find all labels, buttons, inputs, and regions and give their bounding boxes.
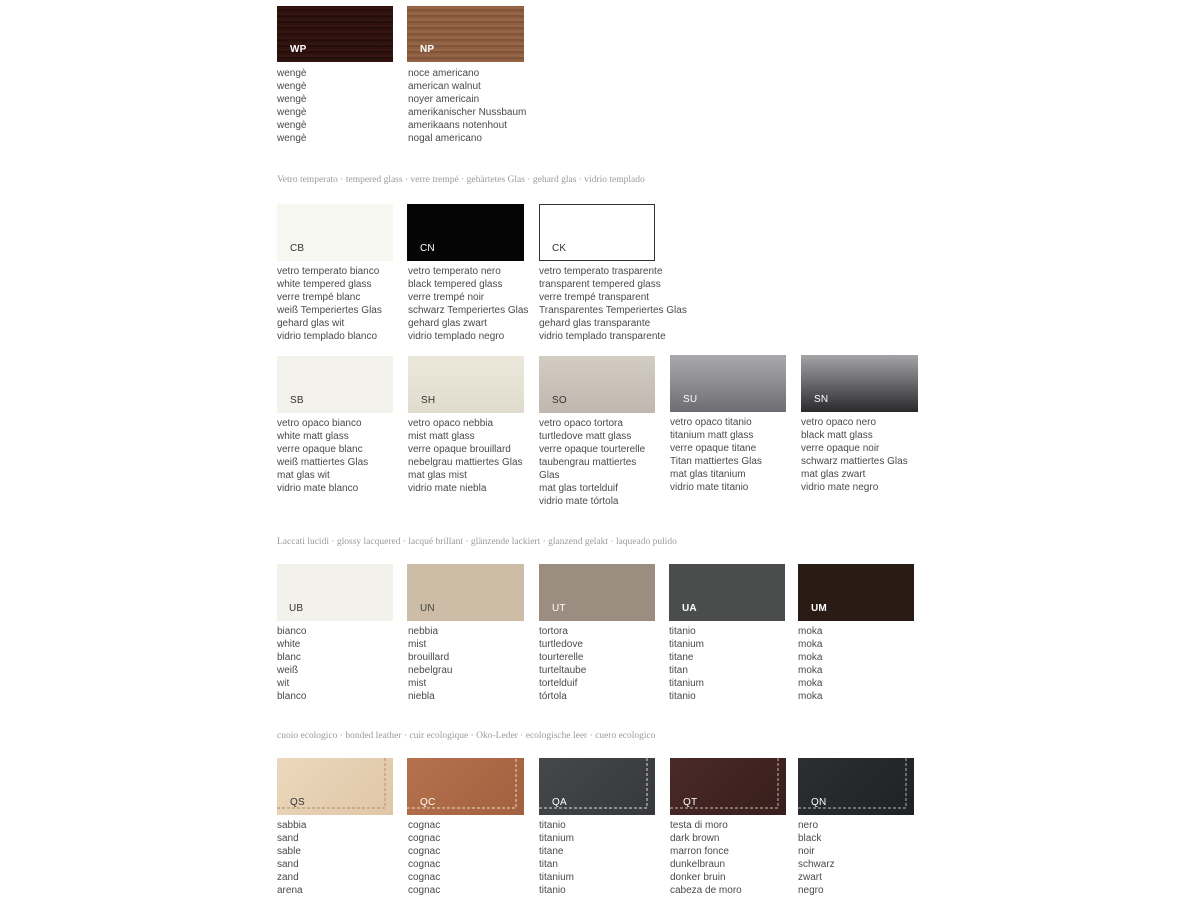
label-line: vidrio templado negro xyxy=(408,331,505,342)
label-line: wengè xyxy=(277,94,307,105)
label-line: bianco xyxy=(277,626,307,637)
label-line: vetro opaco tortora xyxy=(539,418,623,429)
label-line: nero xyxy=(798,820,819,831)
label-line: white tempered glass xyxy=(277,279,372,290)
label-line: sand xyxy=(277,859,299,870)
section-heading-glossy: Laccati lucidi · glossy lacquered · lacqué brillant · glänzende lackiert · glanzend gelakt · laqueado pulido xyxy=(277,537,677,547)
label-line: titanium xyxy=(539,833,575,844)
label-line: verre opaque brouillard xyxy=(408,444,511,455)
swatch-code: QC xyxy=(420,797,436,808)
swatch-labels-ck xyxy=(539,265,687,343)
label-line: nogal americano xyxy=(408,133,482,144)
swatch-labels-sh xyxy=(408,417,538,495)
swatch-code: SH xyxy=(421,395,436,406)
swatch-labels-su xyxy=(670,416,800,494)
label-line: cognac xyxy=(408,885,441,896)
label-line: gehard glas zwart xyxy=(408,318,487,329)
swatch-code: QT xyxy=(683,797,698,808)
label-line: vidrio mate blanco xyxy=(277,483,359,494)
label-line: titanio xyxy=(539,820,566,831)
swatch-code: QN xyxy=(811,797,827,808)
label-line: schwarz xyxy=(798,859,835,870)
label-line: amerikanischer Nussbaum xyxy=(408,107,527,118)
label-line: vetro temperato trasparente xyxy=(539,266,663,277)
swatch-labels-ut xyxy=(539,625,669,703)
label-line: wengè xyxy=(277,107,307,118)
label-line: wit xyxy=(277,678,290,689)
swatch-code: UA xyxy=(682,603,697,614)
label-line: transparent tempered glass xyxy=(539,279,661,290)
swatch-labels-ua xyxy=(669,625,799,703)
section-heading-glass: Vetro temperato · tempered glass · verre trempé · gehärtetes Glas · gehard glas · vidrio templado xyxy=(277,175,645,185)
label-line: moka xyxy=(798,626,823,637)
label-line: cognac xyxy=(408,833,441,844)
label-line: mist matt glass xyxy=(408,431,475,442)
swatch-qn xyxy=(798,758,914,815)
label-line: titan xyxy=(669,665,688,676)
label-line: vidrio templado blanco xyxy=(277,331,378,342)
label-line: tórtola xyxy=(539,691,567,702)
label-line: zand xyxy=(277,872,299,883)
label-line: noce americano xyxy=(408,68,480,79)
swatch-code: UB xyxy=(289,603,304,614)
swatch-so xyxy=(539,356,655,413)
swatch-code: SO xyxy=(552,395,567,406)
label-line: nebbia xyxy=(408,626,439,637)
label-line: verre trempé blanc xyxy=(277,292,361,303)
swatch-labels-qs xyxy=(277,819,407,897)
label-line: verre trempé noir xyxy=(408,292,485,303)
label-line: cognac xyxy=(408,820,441,831)
label-line: donker bruin xyxy=(670,872,726,883)
swatch-code: UT xyxy=(552,603,566,614)
swatch-np xyxy=(407,6,524,62)
label-line: vetro opaco bianco xyxy=(277,418,362,429)
swatch-labels-ub xyxy=(277,625,407,703)
swatch-ut xyxy=(539,564,655,621)
swatch-ck xyxy=(539,204,655,261)
label-line: mat glas zwart xyxy=(801,469,866,480)
label-line: wengè xyxy=(277,81,307,92)
label-line: marron fonce xyxy=(670,846,729,857)
swatch-labels-qc xyxy=(408,819,538,897)
label-line: vetro temperato nero xyxy=(408,266,501,277)
label-line: verre opaque noir xyxy=(801,443,880,454)
swatch-code: SU xyxy=(683,394,698,405)
label-line: nebelgrau mattiertes Glas xyxy=(408,457,523,468)
swatch-code: QS xyxy=(290,797,305,808)
label-line: titan xyxy=(539,859,558,870)
label-line: Titan mattiertes Glas xyxy=(670,456,762,467)
swatch-labels-wp xyxy=(277,67,407,145)
label-line: black xyxy=(798,833,822,844)
label-line: weiß mattiertes Glas xyxy=(277,457,369,468)
label-line: cabeza de moro xyxy=(670,885,742,896)
label-line: cognac xyxy=(408,872,441,883)
label-line: weiß Temperiertes Glas xyxy=(277,305,382,316)
label-line: verre opaque titane xyxy=(670,443,757,454)
label-line: tortelduif xyxy=(539,678,578,689)
label-line: titanium xyxy=(669,639,705,650)
label-line: white matt glass xyxy=(277,431,349,442)
label-line: gehard glas transparante xyxy=(539,318,651,329)
swatch-qt xyxy=(670,758,786,815)
label-line: titane xyxy=(539,846,564,857)
swatch-labels-qt xyxy=(670,819,800,897)
label-line: titanio xyxy=(669,691,696,702)
label-line: titane xyxy=(669,652,694,663)
label-line: weiß xyxy=(277,665,299,676)
label-line: tourterelle xyxy=(539,652,584,663)
label-line: dunkelbraun xyxy=(670,859,726,870)
swatch-code: SB xyxy=(290,395,304,406)
swatch-wp xyxy=(277,6,393,62)
swatch-cn xyxy=(407,204,524,261)
label-line: cognac xyxy=(408,846,441,857)
label-line: mist xyxy=(408,639,427,650)
label-line: vidrio mate tórtola xyxy=(539,496,619,507)
label-line: sabbia xyxy=(277,820,307,831)
label-line: cognac xyxy=(408,859,441,870)
label-line: titanium xyxy=(539,872,575,883)
section-heading-leather: cuoio ecologico · bonded leather · cuir ecologique · Oko-Leder · ecologische leer · cuero ecologico xyxy=(277,731,656,741)
label-line: moka xyxy=(798,665,823,676)
label-line: mat glas wit xyxy=(277,470,330,481)
label-line: sand xyxy=(277,833,299,844)
label-line: vetro opaco titanio xyxy=(670,417,752,428)
label-line: verre trempé transparent xyxy=(539,292,650,303)
swatch-code: SN xyxy=(814,394,829,405)
swatch-cb xyxy=(277,204,393,261)
swatch-labels-np xyxy=(408,67,538,145)
label-line: turteltaube xyxy=(539,665,587,676)
label-line: vetro temperato bianco xyxy=(277,266,380,277)
label-line: vidrio mate negro xyxy=(801,482,879,493)
label-line: turtledove matt glass xyxy=(539,431,632,442)
label-line: schwarz mattiertes Glas xyxy=(801,456,908,467)
label-line: vetro opaco nebbia xyxy=(408,418,494,429)
swatch-um xyxy=(798,564,914,621)
swatch-labels-un xyxy=(408,625,538,703)
swatch-code: CB xyxy=(290,243,305,254)
label-line: dark brown xyxy=(670,833,720,844)
label-line: noyer americain xyxy=(408,94,480,105)
label-line: moka xyxy=(798,691,823,702)
label-line: blanc xyxy=(277,652,301,663)
label-line: black tempered glass xyxy=(408,279,503,290)
swatch-su xyxy=(670,355,786,412)
swatch-code: CN xyxy=(420,243,435,254)
label-line: verre opaque tourterelle xyxy=(539,444,646,455)
label-line: tortora xyxy=(539,626,568,637)
label-line: american walnut xyxy=(408,81,481,92)
label-line: testa di moro xyxy=(670,820,728,831)
label-line: arena xyxy=(277,885,303,896)
label-line: schwarz Temperiertes Glas xyxy=(408,305,529,316)
label-line: gehard glas wit xyxy=(277,318,345,329)
label-line: nebelgrau xyxy=(408,665,453,676)
swatch-labels-so xyxy=(539,417,644,508)
label-line: black matt glass xyxy=(801,430,873,441)
swatch-un xyxy=(407,564,524,621)
label-line: titanio xyxy=(669,626,696,637)
swatch-qa xyxy=(539,758,655,815)
swatch-code: CK xyxy=(552,243,567,254)
swatch-code: WP xyxy=(290,44,307,55)
swatch-qc xyxy=(407,758,524,815)
label-line: niebla xyxy=(408,691,435,702)
label-line: wengè xyxy=(277,68,307,79)
swatch-labels-sn xyxy=(801,416,931,494)
label-line: vidrio mate titanio xyxy=(670,482,749,493)
label-line: mist xyxy=(408,678,427,689)
label-line: moka xyxy=(798,639,823,650)
label-line: brouillard xyxy=(408,652,450,663)
swatch-sn xyxy=(801,355,918,412)
label-line: titanium xyxy=(669,678,705,689)
label-line: negro xyxy=(798,885,824,896)
label-line: verre opaque blanc xyxy=(277,444,363,455)
label-line: amerikaans notenhout xyxy=(408,120,507,131)
label-line: mat glas titanium xyxy=(670,469,746,480)
swatch-ua xyxy=(669,564,785,621)
swatch-labels-sb xyxy=(277,417,407,495)
label-line: vidrio templado transparente xyxy=(539,331,666,342)
swatch-sh xyxy=(408,356,524,413)
label-line: blanco xyxy=(277,691,307,702)
label-line: vetro opaco nero xyxy=(801,417,877,428)
label-line: moka xyxy=(798,652,823,663)
label-line: sable xyxy=(277,846,301,857)
label-line: wengè xyxy=(277,133,307,144)
swatch-labels-um xyxy=(798,625,928,703)
label-line: taubengrau mattiertes Glas xyxy=(539,457,637,481)
swatch-labels-qa xyxy=(539,819,669,897)
swatch-code: UM xyxy=(811,603,827,614)
swatch-labels-cn xyxy=(408,265,538,343)
label-line: wengè xyxy=(277,120,307,131)
swatch-sb xyxy=(277,356,393,413)
label-line: mat glas tortelduif xyxy=(539,483,618,494)
label-line: mat glas mist xyxy=(408,470,467,481)
label-line: moka xyxy=(798,678,823,689)
label-line: titanium matt glass xyxy=(670,430,754,441)
label-line: noir xyxy=(798,846,815,857)
label-line: vidrio mate niebla xyxy=(408,483,487,494)
swatch-code: UN xyxy=(420,603,435,614)
swatch-qs xyxy=(277,758,393,815)
swatch-labels-cb xyxy=(277,265,407,343)
label-line: zwart xyxy=(798,872,822,883)
label-line: turtledove xyxy=(539,639,583,650)
label-line: Transparentes Temperiertes Glas xyxy=(539,305,687,316)
swatch-ub xyxy=(277,564,393,621)
swatch-code: QA xyxy=(552,797,567,808)
label-line: white xyxy=(277,639,301,650)
swatch-code: NP xyxy=(420,44,435,55)
label-line: titanio xyxy=(539,885,566,896)
swatch-labels-qn xyxy=(798,819,928,897)
